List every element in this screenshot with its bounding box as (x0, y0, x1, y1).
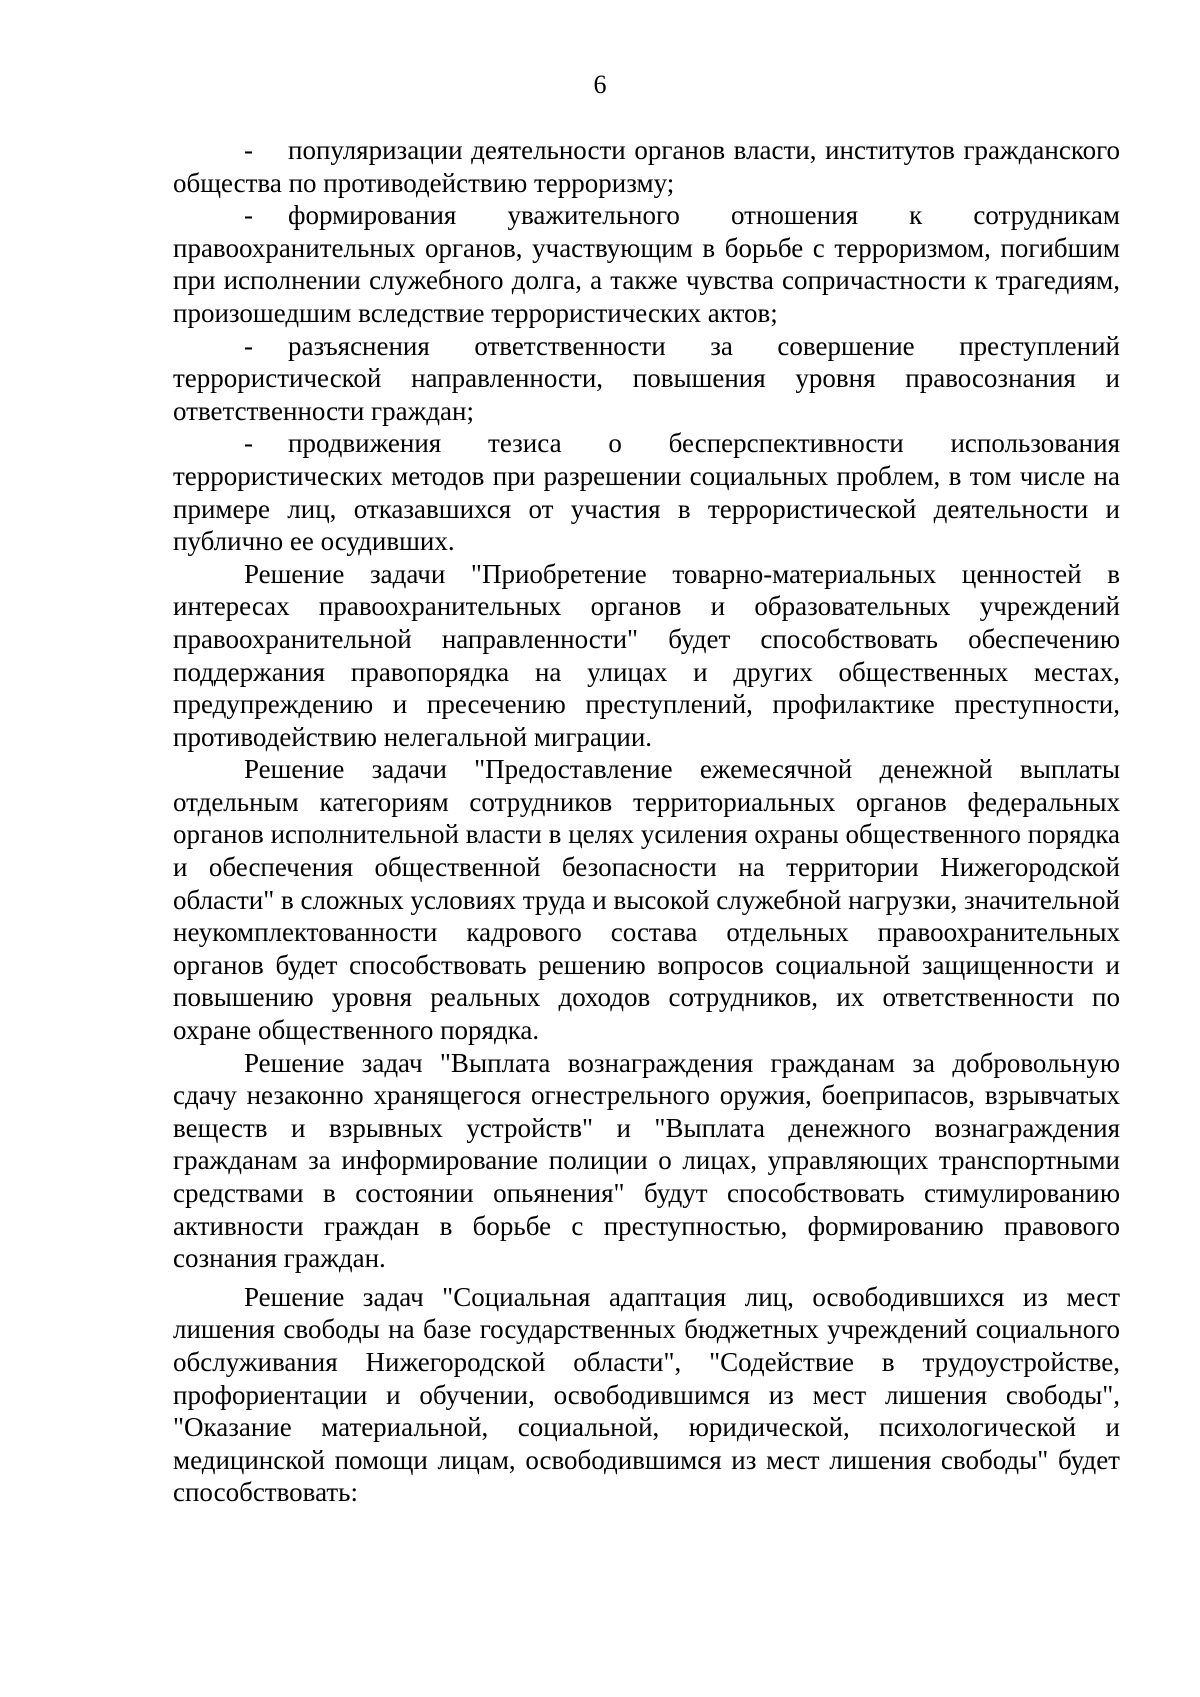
bullet-item (173, 330, 1120, 428)
bullet-text: продвижения тезиса о бесперспективности использования террористических методов при разрешении социальных проблем, в том числе на примере лиц, отказавшихся от участия в террористической деятельности и публично ее осудивших. (173, 428, 1120, 557)
document-body (173, 134, 1120, 1509)
bullet-item (173, 427, 1120, 557)
bullet-item (173, 199, 1120, 329)
bullet-text: популяризации деятельности органов власти, институтов гражданского общества по противодействию терроризму; (173, 135, 1120, 198)
bullet-text: разъяснения ответственности за совершение преступлений террористической направленности, повышения уровня правосознания и ответственности граждан; (173, 330, 1120, 426)
bullet-text: формирования уважительного отношения к сотрудникам правоохранительных органов, участвующим в борьбе с терроризмом, погибшим при исполнении служебного долга, а также чувства сопричастности к трагедиям, произошедшим вследствие террористических актов; (173, 200, 1120, 328)
bullet-item (173, 134, 1120, 199)
page-number: 6 (593, 70, 607, 99)
bullet-dash: - (244, 428, 253, 459)
paragraph: Решение задач "Выплата вознаграждения гражданам за добровольную сдачу незаконно хранящегося огнестрельного оружия, боеприпасов, взрывчатых веществ и взрывных устройств" и "Выплата денежного вознаграждения гражданам за информирование полиции о лицах, управляющих транспортными средствами в состоянии опьянения" будут способствовать стимулированию активности граждан в борьбе с преступностью, формированию правового сознания граждан. (173, 1047, 1120, 1274)
paragraph: Решение задач "Социальная адаптация лиц, освободившихся из мест лишения свободы на базе государственных бюджетных учреждений социального обслуживания Нижегородской области", "Содействие в трудоустройстве, профориентации и обучении, освободившимся из мест лишения свободы", "Оказание материальной, социальной, юридической, психологической и медицинской помощи лицам, освободившимся из мест лишения свободы" будет способствовать: (173, 1281, 1120, 1508)
paragraph: Решение задачи "Приобретение товарно-материальных ценностей в интересах правоохранительных органов и образовательных учреждений правоохранительной направленности" будет способствовать обеспечению поддержания правопорядка на улицах и других общественных местах, предупреждению и пресечению преступлений, профилактике преступности, противодействию нелегальной миграции. (173, 558, 1120, 752)
paragraph: Решение задачи "Предоставление ежемесячной денежной выплаты отдельным категориям сотрудников территориальных органов федеральных органов исполнительной власти в целях усиления охраны общественного порядка и обеспечения общественной безопасности на территории Нижегородской области" в сложных условиях труда и высокой служебной нагрузки, значительной неукомплектованности кадрового состава отдельных правоохранительных органов будет способствовать решению вопросов социальной защищенности и повышению уровня реальных доходов сотрудников, их ответственности по охране общественного порядка. (173, 754, 1120, 1046)
bullet-dash: - (244, 135, 253, 165)
bullet-dash: - (244, 330, 253, 361)
bullet-dash: - (244, 200, 253, 231)
